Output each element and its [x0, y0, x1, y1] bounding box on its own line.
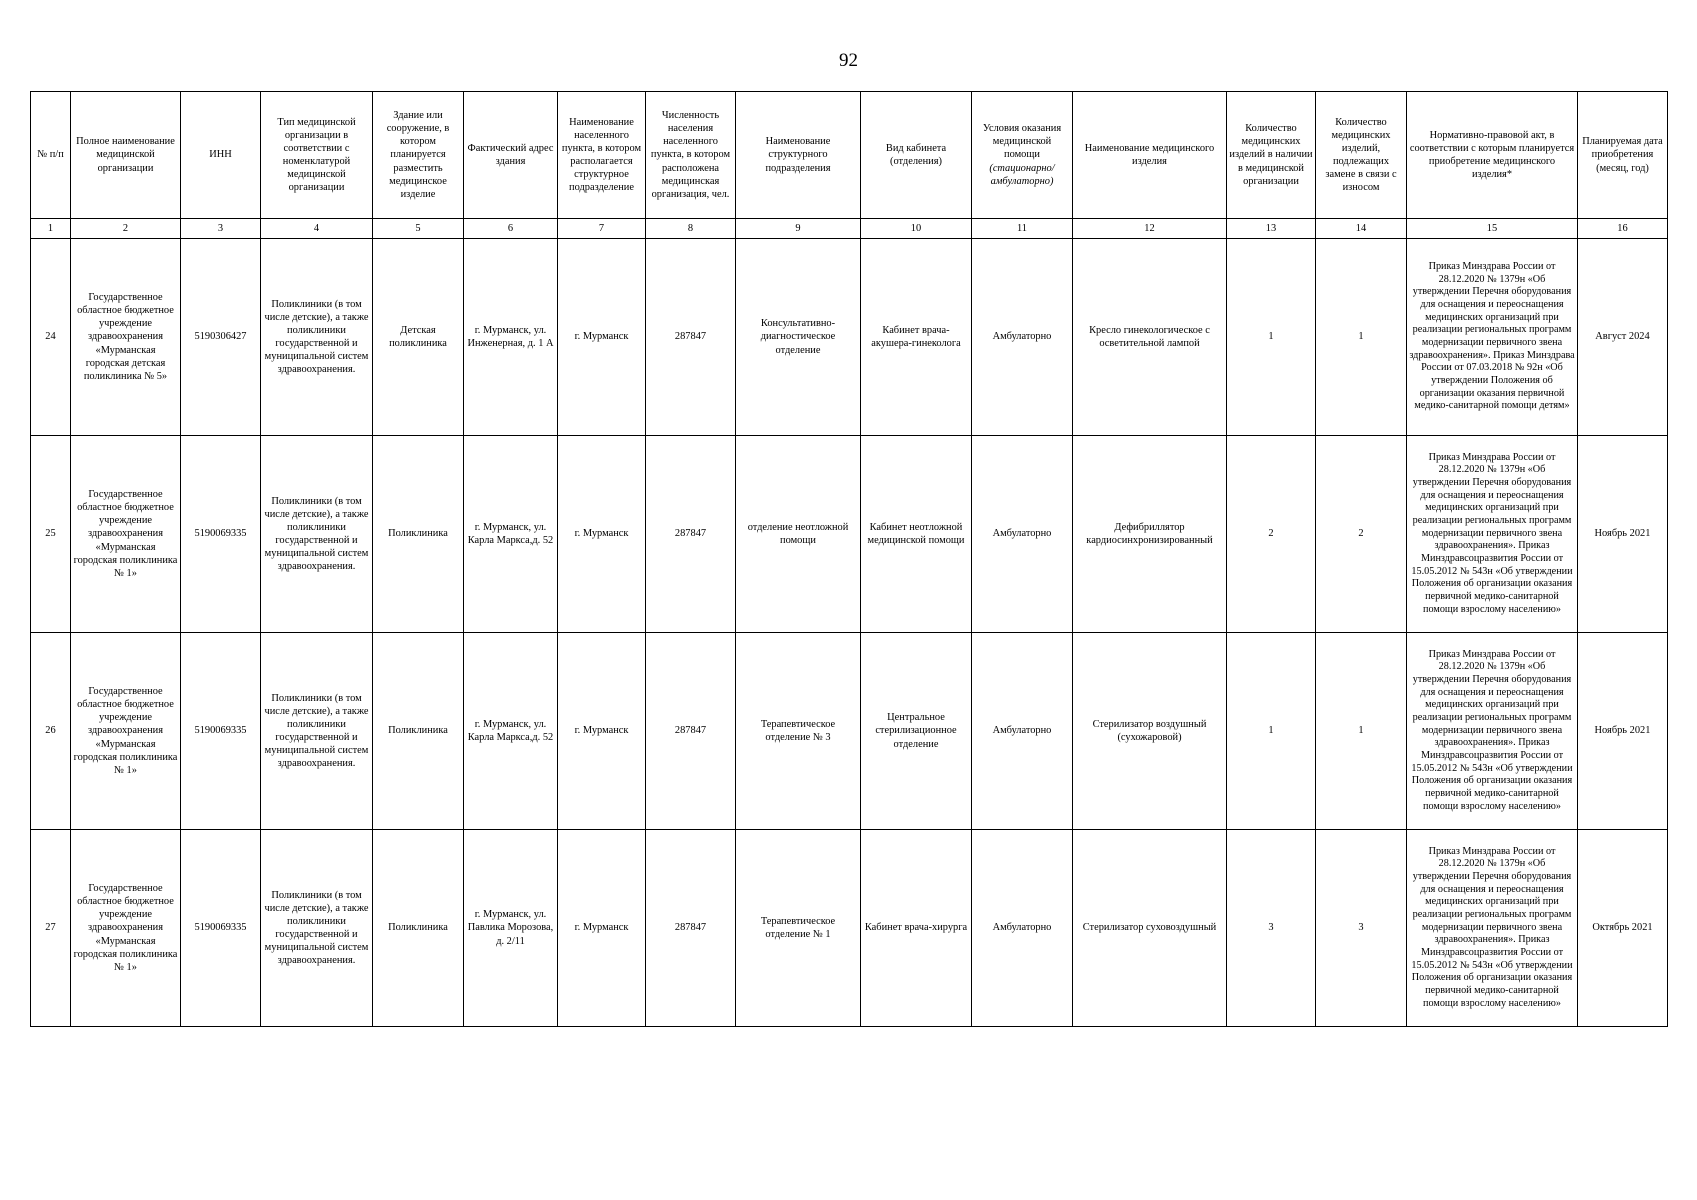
- inn: 5190069335: [181, 830, 261, 1027]
- building: Поликлиника: [373, 830, 464, 1027]
- org-name: Государственное областное бюджетное учреждение здравоохранения «Мурманская городская поликлиника № 1»: [71, 830, 181, 1027]
- cabinet: Кабинет врача-акушера-гинеколога: [861, 239, 972, 436]
- qty-replace: 2: [1316, 436, 1407, 633]
- division: Терапевтическое отделение № 3: [736, 633, 861, 830]
- org-name: Государственное областное бюджетное учреждение здравоохранения «Мурманская городская поликлиника № 1»: [71, 436, 181, 633]
- device-name: Кресло гинекологическое с осветительной лампой: [1073, 239, 1227, 436]
- column-number: 10: [861, 219, 972, 239]
- column-number: 7: [558, 219, 646, 239]
- qty-replace: 1: [1316, 239, 1407, 436]
- address: г. Мурманск, ул. Инженерная, д. 1 А: [464, 239, 558, 436]
- locality: г. Мурманск: [558, 830, 646, 1027]
- header-cell: Тип медицинской организации в соответствии с номенклатурой медицинской организации: [261, 92, 373, 219]
- column-number: 8: [646, 219, 736, 239]
- cabinet: Центральное стерилизационное отделение: [861, 633, 972, 830]
- qty-replace: 3: [1316, 830, 1407, 1027]
- inn: 5190069335: [181, 633, 261, 830]
- population: 287847: [646, 830, 736, 1027]
- address: г. Мурманск, ул. Павлика Морозова, д. 2/11: [464, 830, 558, 1027]
- column-number: 2: [71, 219, 181, 239]
- header-cell: [972, 92, 1073, 219]
- table-row: [31, 633, 1668, 830]
- header-cell: Полное наименование медицинской организации: [71, 92, 181, 219]
- header-cell: ИНН: [181, 92, 261, 219]
- column-number: 9: [736, 219, 861, 239]
- column-number: 6: [464, 219, 558, 239]
- header-cell: Наименование медицинского изделия: [1073, 92, 1227, 219]
- column-number: 13: [1227, 219, 1316, 239]
- header-cell: Нормативно-правовой акт, в соответствии с которым планируется приобретение медицинского изделия*: [1407, 92, 1578, 219]
- column-number: 16: [1578, 219, 1668, 239]
- qty-replace: 1: [1316, 633, 1407, 830]
- org-type: Поликлиники (в том числе детские), а также поликлиники государственной и муниципальной систем здравоохранения.: [261, 830, 373, 1027]
- cabinet: Кабинет врача-хирурга: [861, 830, 972, 1027]
- header-cell: Наименование населенного пункта, в котором располагается структурное подразделение: [558, 92, 646, 219]
- building: Поликлиника: [373, 436, 464, 633]
- table-header-row: [31, 92, 1668, 219]
- table-row: [31, 830, 1668, 1027]
- population: 287847: [646, 239, 736, 436]
- header-conditions-italic: (стационарно/ амбулаторно): [989, 162, 1055, 187]
- column-number: 15: [1407, 219, 1578, 239]
- locality: г. Мурманск: [558, 633, 646, 830]
- equipment-table: [30, 91, 1668, 1027]
- header-cell: Здание или сооружение, в котором планируется разместить медицинское изделие: [373, 92, 464, 219]
- division: отделение неотложной помощи: [736, 436, 861, 633]
- column-number: 14: [1316, 219, 1407, 239]
- column-number: 1: [31, 219, 71, 239]
- row-number: 27: [31, 830, 71, 1027]
- column-number: 5: [373, 219, 464, 239]
- inn: 5190069335: [181, 436, 261, 633]
- org-name: Государственное областное бюджетное учреждение здравоохранения «Мурманская городская поликлиника № 1»: [71, 633, 181, 830]
- planned-date: Август 2024: [1578, 239, 1668, 436]
- conditions: Амбулаторно: [972, 436, 1073, 633]
- header-conditions-text: Условия оказания медицинской помощи: [982, 123, 1062, 161]
- building: Поликлиника: [373, 633, 464, 830]
- device-name: Стерилизатор воздушный (сухожаровой): [1073, 633, 1227, 830]
- header-cell: № п/п: [31, 92, 71, 219]
- address: г. Мурманск, ул. Карла Маркса,д. 52: [464, 633, 558, 830]
- locality: г. Мурманск: [558, 239, 646, 436]
- header-cell: Фактический адрес здания: [464, 92, 558, 219]
- cabinet: Кабинет неотложной медицинской помощи: [861, 436, 972, 633]
- population: 287847: [646, 436, 736, 633]
- org-type: Поликлиники (в том числе детские), а также поликлиники государственной и муниципальной систем здравоохранения.: [261, 436, 373, 633]
- address: г. Мурманск, ул. Карла Маркса,д. 52: [464, 436, 558, 633]
- planned-date: Октябрь 2021: [1578, 830, 1668, 1027]
- locality: г. Мурманск: [558, 436, 646, 633]
- header-cell: Наименование структурного подразделения: [736, 92, 861, 219]
- qty-have: 3: [1227, 830, 1316, 1027]
- conditions: Амбулаторно: [972, 239, 1073, 436]
- legal-act: Приказ Минздрава России от 28.12.2020 № 1379н «Об утверждении Перечня оборудования для оснащения и переоснащения медицинских организаций при реализации региональных программ модернизации первичного звена здравоохранения». Приказ Минздрава России от 07.03.2018 № 92н «Об утверждении Положения об организации оказания первичной медико-санитарной помощи детям»: [1407, 239, 1578, 436]
- column-number: 4: [261, 219, 373, 239]
- population: 287847: [646, 633, 736, 830]
- table-row: [31, 239, 1668, 436]
- division: Консультативно-диагностическое отделение: [736, 239, 861, 436]
- qty-have: 1: [1227, 239, 1316, 436]
- header-cell: Количество медицинских изделий, подлежащих замене в связи с износом: [1316, 92, 1407, 219]
- legal-act: Приказ Минздрава России от 28.12.2020 № 1379н «Об утверждении Перечня оборудования для оснащения и переоснащения медицинских организаций при реализации региональных программ модернизации первичного звена здравоохранения». Приказ Минздравсоцразвития России от 15.05.2012 № 543н «Об утверждении Положения об организации оказания первичной медико-санитарной помощи взрослому населению»: [1407, 633, 1578, 830]
- qty-have: 1: [1227, 633, 1316, 830]
- org-name: Государственное областное бюджетное учреждение здравоохранения «Мурманская городская детская поликлиника № 5»: [71, 239, 181, 436]
- legal-act: Приказ Минздрава России от 28.12.2020 № 1379н «Об утверждении Перечня оборудования для оснащения и переоснащения медицинских организаций при реализации региональных программ модернизации первичного звена здравоохранения». Приказ Минздравсоцразвития России от 15.05.2012 № 543н «Об утверждении Положения об организации оказания первичной медико-санитарной помощи взрослому населению»: [1407, 830, 1578, 1027]
- table-row: [31, 436, 1668, 633]
- column-number: 12: [1073, 219, 1227, 239]
- legal-act: Приказ Минздрава России от 28.12.2020 № 1379н «Об утверждении Перечня оборудования для оснащения и переоснащения медицинских организаций при реализации региональных программ модернизации первичного звена здравоохранения». Приказ Минздравсоцразвития России от 15.05.2012 № 543н «Об утверждении Положения об организации оказания первичной медико-санитарной помощи взрослому населению»: [1407, 436, 1578, 633]
- column-number: 3: [181, 219, 261, 239]
- header-cell: Планируемая дата приобретения (месяц, год): [1578, 92, 1668, 219]
- qty-have: 2: [1227, 436, 1316, 633]
- row-number: 24: [31, 239, 71, 436]
- header-cell: Вид кабинета (отделения): [861, 92, 972, 219]
- header-cell: Количество медицинских изделий в наличии в медицинской организации: [1227, 92, 1316, 219]
- device-name: Дефибриллятор кардиосинхронизированный: [1073, 436, 1227, 633]
- page-number: 92: [839, 50, 858, 71]
- row-number: 26: [31, 633, 71, 830]
- org-type: Поликлиники (в том числе детские), а также поликлиники государственной и муниципальной систем здравоохранения.: [261, 239, 373, 436]
- division: Терапевтическое отделение № 1: [736, 830, 861, 1027]
- column-number-row: [31, 219, 1668, 239]
- row-number: 25: [31, 436, 71, 633]
- device-name: Стерилизатор суховоздушный: [1073, 830, 1227, 1027]
- org-type: Поликлиники (в том числе детские), а также поликлиники государственной и муниципальной систем здравоохранения.: [261, 633, 373, 830]
- conditions: Амбулаторно: [972, 633, 1073, 830]
- planned-date: Ноябрь 2021: [1578, 633, 1668, 830]
- conditions: Амбулаторно: [972, 830, 1073, 1027]
- building: Детская поликлиника: [373, 239, 464, 436]
- header-cell: Численность населения населенного пункта, в котором расположена медицинская организация, чел.: [646, 92, 736, 219]
- inn: 5190306427: [181, 239, 261, 436]
- planned-date: Ноябрь 2021: [1578, 436, 1668, 633]
- column-number: 11: [972, 219, 1073, 239]
